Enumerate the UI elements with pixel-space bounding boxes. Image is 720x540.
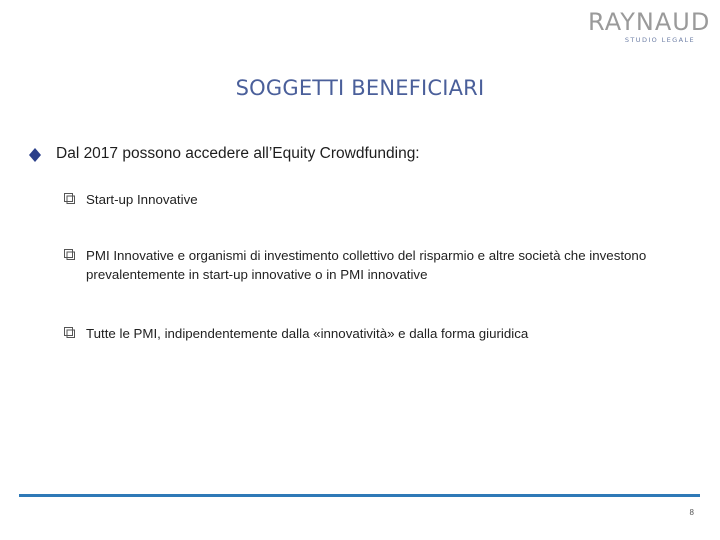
checkbox-bullet-icon bbox=[64, 193, 75, 204]
list-item-text: Tutte le PMI, indipendentemente dalla «innovatività» e dalla forma giuridica bbox=[86, 326, 529, 341]
page-number: 8 bbox=[689, 508, 694, 517]
logo-subtitle: STUDIO LEGALE bbox=[624, 36, 695, 44]
checkbox-bullet-icon bbox=[64, 249, 75, 260]
slide-title: SOGGETTI BENEFICIARI bbox=[235, 76, 485, 100]
checkbox-bullet-icon bbox=[64, 327, 75, 338]
list-item-text: Start-up Innovative bbox=[86, 192, 198, 207]
logo bbox=[588, 8, 711, 44]
logo-wordmark: RAYNAUD bbox=[588, 8, 711, 36]
list-item-text: PMI Innovative e organismi di investimento collettivo del risparmio e altre società che investono prevalentemente in start-up innovative o in PMI innovative bbox=[86, 248, 647, 282]
diamond-bullet-icon bbox=[28, 147, 42, 163]
footer-divider bbox=[19, 494, 700, 497]
main-point-text: Dal 2017 possono accedere all’Equity Crowdfunding: bbox=[56, 145, 420, 162]
